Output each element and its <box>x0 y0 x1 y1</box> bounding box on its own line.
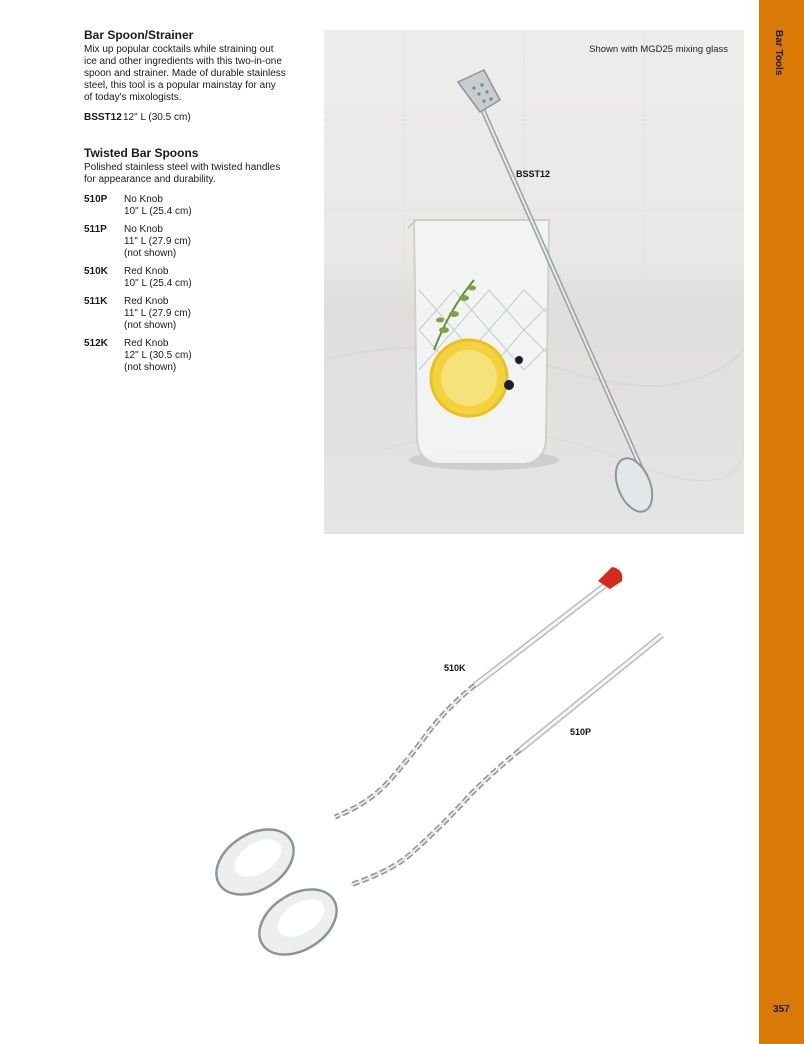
item-details <box>124 224 191 260</box>
description-line: ice and other ingredients with this two-in-one <box>84 56 282 67</box>
section-description <box>84 162 304 186</box>
twisted-spoons-image <box>200 555 690 975</box>
spoon-510k <box>205 567 623 908</box>
item-code: BSST12 <box>84 112 122 123</box>
product-item <box>84 266 304 290</box>
section-bar-spoon-strainer <box>84 28 304 124</box>
product-item <box>84 112 304 124</box>
item-detail-line: 11" L (27.9 cm) <box>124 308 191 319</box>
item-detail-line: 10" L (25.4 cm) <box>124 206 192 217</box>
category-sidebar <box>759 0 804 1044</box>
photo-callout: BSST12 <box>516 169 551 179</box>
item-detail-line: Red Knob <box>124 338 169 349</box>
product-item <box>84 224 304 260</box>
photo-caption: Shown with MGD25 mixing glass <box>589 44 728 55</box>
item-detail-line: 12" L (30.5 cm) <box>124 350 192 361</box>
item-code: 511K <box>84 296 108 307</box>
item-detail-line: Red Knob <box>124 266 169 277</box>
product-item <box>84 338 304 374</box>
description-line: spoon and strainer. Made of durable stainless <box>84 68 286 79</box>
item-detail-line: (not shown) <box>124 248 177 259</box>
sidebar-category-label: Bar Tools <box>773 30 784 76</box>
mixing-glass-scene <box>324 30 744 534</box>
item-detail-line: 11" L (27.9 cm) <box>124 236 191 247</box>
section-twisted-bar-spoons <box>84 146 304 374</box>
product-photo <box>324 30 744 534</box>
item-detail-line: (not shown) <box>124 320 177 331</box>
item-detail-line: No Knob <box>124 224 163 235</box>
twisted-spoons-drawing <box>200 555 690 975</box>
description-line: Mix up popular cocktails while straining out <box>84 44 274 55</box>
product-item <box>84 194 304 218</box>
item-details <box>124 266 192 290</box>
page-number: 357 <box>773 1004 790 1015</box>
product-item <box>84 296 304 332</box>
item-detail-line: Red Knob <box>124 296 169 307</box>
item-code: 511P <box>84 224 107 235</box>
spoon-label-510p: 510P <box>570 727 592 737</box>
section-title: Bar Spoon/Strainer <box>84 28 194 42</box>
item-detail-line: No Knob <box>124 194 163 205</box>
item-code: 510P <box>84 194 108 205</box>
description-line: steel, this tool is a popular mainstay for any <box>84 80 276 91</box>
item-code: 512K <box>84 338 108 349</box>
text-column <box>84 28 304 380</box>
description-line: for appearance and durability. <box>84 174 216 185</box>
spoon-label-510k: 510K <box>444 663 466 673</box>
item-details <box>124 194 192 218</box>
description-line: of today's mixologists. <box>84 92 182 103</box>
spoon-510p <box>248 635 662 968</box>
item-detail-line: 10" L (25.4 cm) <box>124 278 192 289</box>
description-line: Polished stainless steel with twisted handles <box>84 162 281 173</box>
item-details <box>124 296 191 332</box>
section-description <box>84 44 304 104</box>
section-title: Twisted Bar Spoons <box>84 146 199 160</box>
item-detail-line: (not shown) <box>124 362 177 373</box>
item-code: 510K <box>84 266 108 277</box>
item-size: 12" L (30.5 cm) <box>123 112 191 123</box>
item-details <box>124 338 192 374</box>
